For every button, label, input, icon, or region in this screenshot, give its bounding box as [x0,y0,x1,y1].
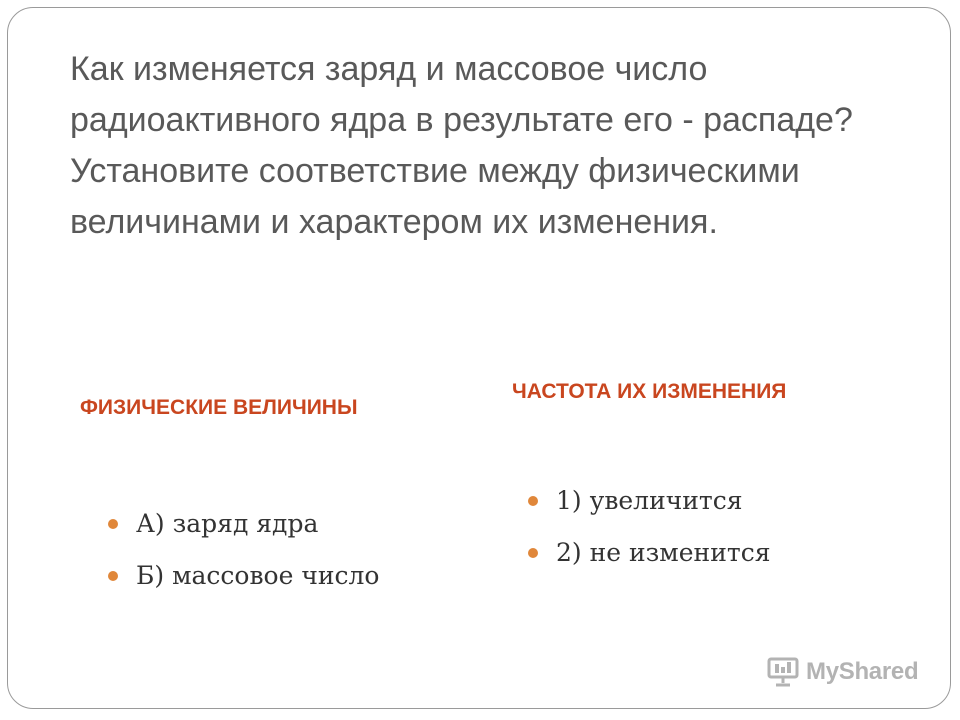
list-item-label: Б) массовое число [136,561,380,590]
change-options-list [528,481,770,585]
physical-quantities-list [108,504,379,608]
list-item [528,533,770,585]
list-item [108,556,379,608]
physical-quantities-heading: ФИЗИЧЕСКИЕ ВЕЛИЧИНЫ [80,396,358,419]
list-item-label: А) заряд ядра [136,509,319,538]
bullet-dot-icon [108,571,118,581]
bullet-dot-icon [108,519,118,529]
watermark-text: MyShared [806,658,919,685]
change-character-heading: ЧАСТОТА ИХ ИЗМЕНЕНИЯ [512,380,787,403]
question-title: Как изменяется заряд и массовое число радиоактивного ядра в результате его - распаде? Установите соответствие между физическими величинами и характером их изменения. [70,50,853,241]
bullet-dot-icon [528,496,538,506]
list-item [528,481,770,533]
presentation-screen-icon [766,656,806,688]
list-item [108,504,379,556]
list-item-label: 1) увеличится [556,486,743,515]
bullet-dot-icon [528,548,538,558]
mysharedwatermark [766,656,918,688]
list-item-label: 2) не изменится [556,538,771,567]
